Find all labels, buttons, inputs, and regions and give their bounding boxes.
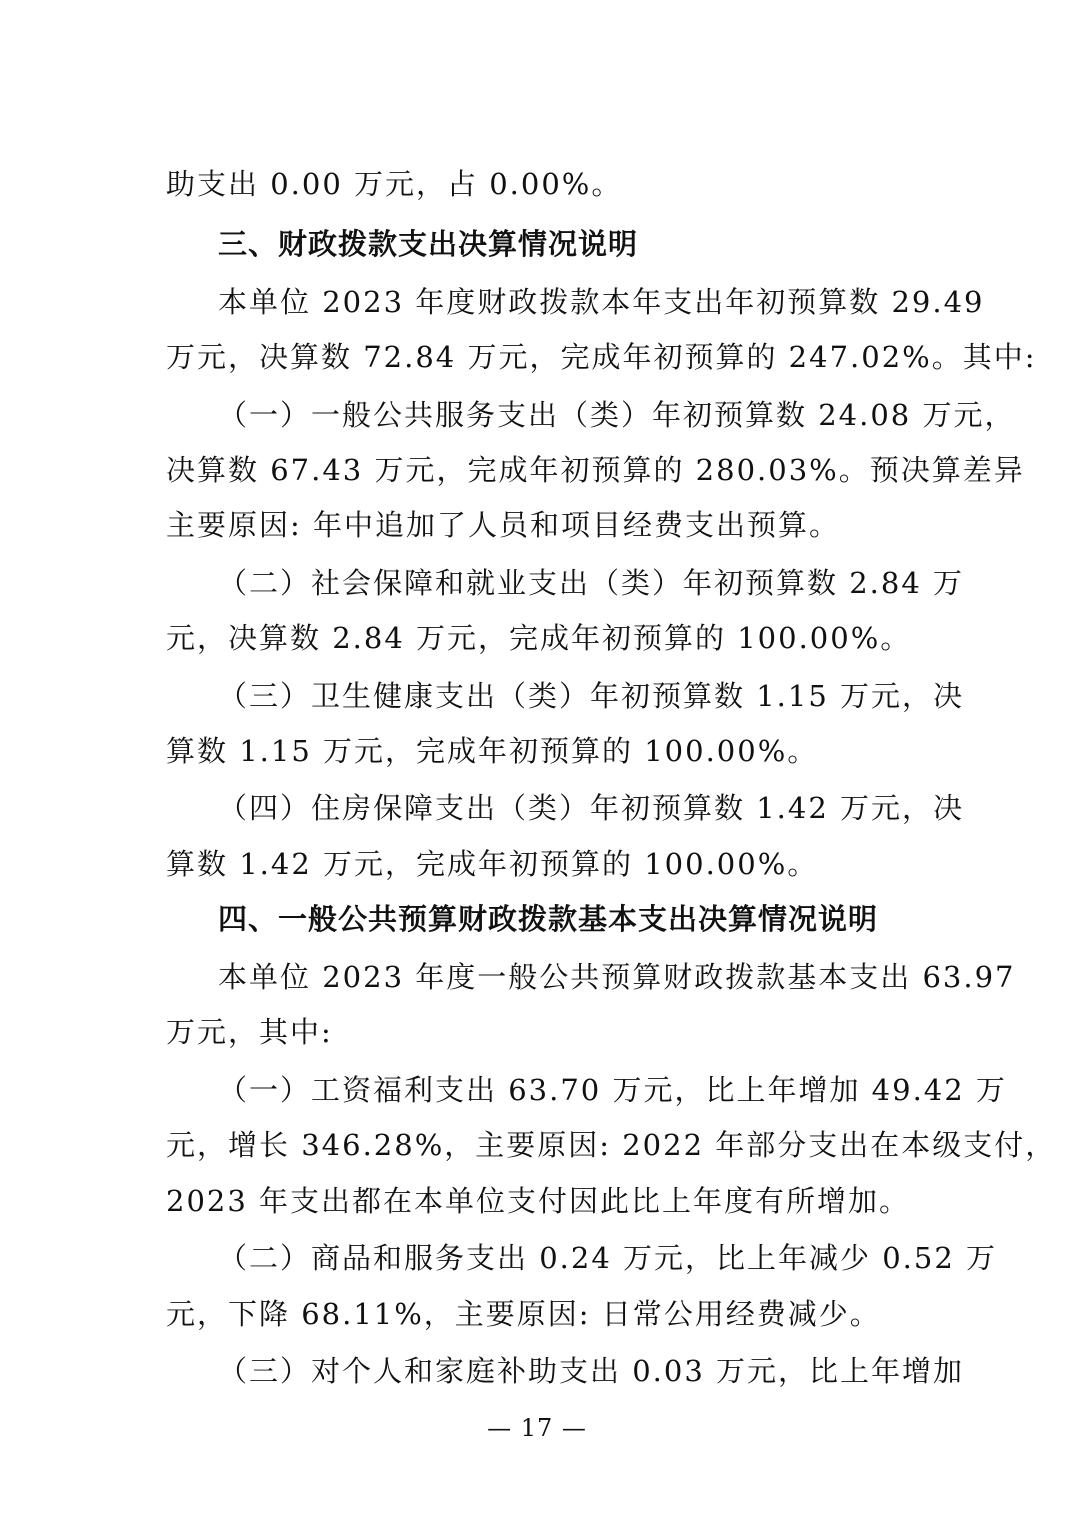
paragraph-line: 2023 年支出都在本单位支付因此比上年度有所增加。 bbox=[166, 1184, 911, 1218]
paragraph-line: （一）工资福利支出 63.70 万元，比上年增加 49.42 万 bbox=[218, 1073, 1007, 1107]
paragraph-line: （二）商品和服务支出 0.24 万元，比上年减少 0.52 万 bbox=[218, 1241, 998, 1275]
paragraph-line: 算数 1.15 万元，完成年初预算的 100.00%。 bbox=[166, 734, 819, 768]
paragraph-line: 算数 1.42 万元，完成年初预算的 100.00%。 bbox=[166, 847, 819, 881]
page-number: — 17 — bbox=[487, 1414, 587, 1442]
paragraph-line: 万元，决算数 72.84 万元，完成年初预算的 247.02%。其中: bbox=[166, 340, 1037, 374]
paragraph-line: 助支出 0.00 万元，占 0.00%。 bbox=[166, 167, 623, 201]
section-heading-4: 四、一般公共预算财政拨款基本支出决算情况说明 bbox=[218, 902, 879, 936]
paragraph-line: 主要原因: 年中追加了人员和项目经费支出预算。 bbox=[166, 508, 840, 542]
paragraph-line: 本单位 2023 年度一般公共预算财政拨款基本支出 63.97 bbox=[218, 960, 1016, 994]
paragraph-line: 元，下降 68.11%，主要原因: 日常公用经费减少。 bbox=[166, 1297, 881, 1331]
paragraph-line: （二）社会保障和就业支出（类）年初预算数 2.84 万 bbox=[218, 566, 965, 600]
section-heading-3: 三、财政拨款支出决算情况说明 bbox=[218, 227, 639, 261]
paragraph-line: 万元，其中: bbox=[166, 1015, 333, 1049]
paragraph-line: （一）一般公共服务支出（类）年初预算数 24.08 万元， bbox=[218, 398, 1016, 432]
paragraph-line: 决算数 67.43 万元，完成年初预算的 280.03%。预决算差异 bbox=[166, 453, 1025, 487]
paragraph-line: 本单位 2023 年度财政拨款本年支出年初预算数 29.49 bbox=[218, 285, 985, 319]
paragraph-line: （三）对个人和家庭补助支出 0.03 万元，比上年增加 bbox=[218, 1354, 965, 1388]
paragraph-line: 元，增长 346.28%，主要原因: 2022 年部分支出在本级支付， bbox=[166, 1128, 1057, 1162]
paragraph-line: （四）住房保障支出（类）年初预算数 1.42 万元，决 bbox=[218, 791, 965, 825]
paragraph-line: （三）卫生健康支出（类）年初预算数 1.15 万元，决 bbox=[218, 679, 965, 713]
paragraph-line: 元，决算数 2.84 万元，完成年初预算的 100.00%。 bbox=[166, 621, 912, 655]
